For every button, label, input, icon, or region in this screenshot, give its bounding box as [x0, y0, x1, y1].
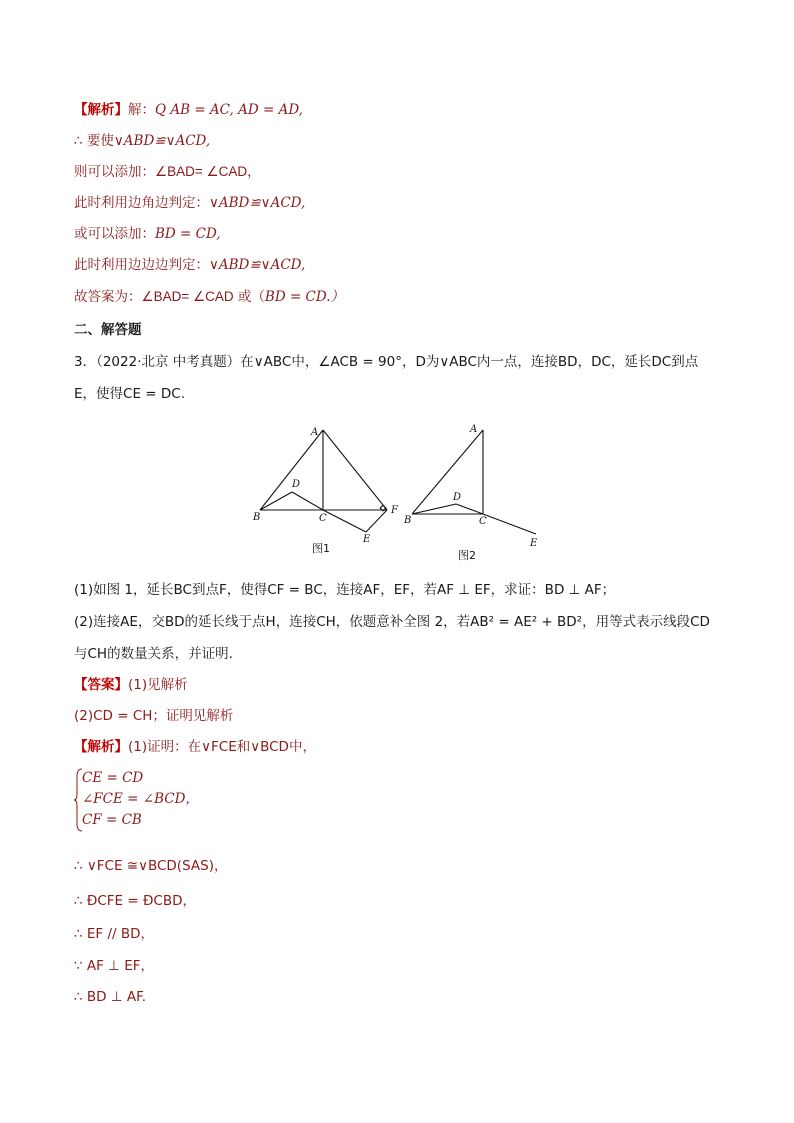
- math-expression: BD = CD,: [155, 226, 221, 242]
- analysis-text: 此时利用边边边判定：: [74, 257, 209, 273]
- proof-step-5: ∴ BD ⊥ AF.: [74, 989, 147, 1005]
- analysis2-intro: [74, 737, 316, 757]
- figure-svg: [250, 420, 550, 570]
- analysis-text: 则可以添加：: [74, 164, 155, 180]
- analysis-line-3: [74, 162, 261, 182]
- proof-step-3: ∴ EF // BD，: [74, 926, 155, 942]
- analysis-text: 此时利用边角边判定：: [74, 195, 209, 211]
- system-line-1: CE = CD: [82, 770, 144, 786]
- answer-line-2: (2)CD = CH；证明见解析: [74, 708, 234, 724]
- proof-step-4: ∵ AF ⊥ EF，: [74, 958, 155, 974]
- geometry-figures: [250, 420, 550, 570]
- fig2-label-b: B: [404, 515, 412, 526]
- fig2-label-c: C: [479, 516, 487, 527]
- math-expression: ∠BAD= ∠CAD: [141, 289, 234, 304]
- system-line-3: CF = CB: [82, 812, 142, 828]
- fig2-caption: 图2: [458, 549, 476, 562]
- analysis-line-5: [74, 224, 221, 244]
- analysis-tag: 【解析】: [74, 102, 128, 118]
- fig1-label-c: C: [319, 513, 327, 524]
- proof-step-1: ∴ ∨FCE ≅∨BCD(SAS)，: [74, 858, 228, 874]
- question-2-line-1: (2)连接AE，交BD的延长线于点H，连接CH，依题意补全图 2，若AB² = AE² + BD²，用等式表示线段CD: [74, 614, 710, 630]
- analysis-tag: 【解析】: [74, 739, 128, 755]
- math-expression: Q AB = AC, AD = AD,: [155, 102, 303, 118]
- problem-line-2: E，使得CE = DC.: [74, 386, 185, 402]
- analysis-line-4: [74, 193, 305, 213]
- fig1-label-b: B: [253, 512, 261, 523]
- fig1-label-f: F: [391, 505, 398, 516]
- analysis-text: 故答案为：: [74, 289, 142, 305]
- answer-text: (1)见解析: [128, 677, 188, 693]
- system-lines: [82, 768, 199, 831]
- question-1: (1)如图 1，延长BC到点F，使得CF = BC，连接AF，EF，若AF ⊥ EF，求证：BD ⊥ AF；: [74, 582, 616, 598]
- math-expression: BD = CD.）: [264, 289, 345, 305]
- figure-1-lines: [260, 430, 536, 534]
- math-expression: ∨ABD≌∨ACD,: [113, 133, 211, 149]
- math-expression: ∨ABD≌∨ACD,: [209, 195, 306, 211]
- fig1-label-a: A: [311, 427, 319, 438]
- analysis-text: 或（: [237, 289, 265, 305]
- fig2-label-d: D: [453, 492, 462, 503]
- equation-system: [74, 768, 274, 832]
- analysis-line-2: [74, 131, 210, 151]
- answer-tag: 【答案】: [74, 677, 128, 693]
- question-2-line-2: 与CH的数量关系，并证明.: [74, 646, 233, 662]
- proof-step-2: ∴ ÐCFE = ÐCBD，: [74, 893, 197, 909]
- analysis-line-1: [74, 100, 303, 120]
- fig2-label-a: A: [470, 424, 478, 435]
- fig1-caption: 图1: [312, 542, 330, 555]
- system-line-2: ∠FCE = ∠BCD，: [82, 791, 199, 807]
- analysis-line-7: [74, 287, 344, 307]
- fig1-label-d: D: [292, 479, 301, 490]
- math-expression: ∠BAD= ∠CAD，: [155, 164, 261, 179]
- analysis-text: ∴ 要使: [74, 133, 114, 149]
- section-heading: 二、解答题: [74, 322, 142, 338]
- fig1-label-e: E: [363, 534, 371, 545]
- analysis-text: 或可以添加：: [74, 226, 155, 242]
- analysis-line-6: [74, 255, 305, 275]
- problem-line-1: 3．（2022·北京 中考真题）在∨ABC中，∠ACB = 90°，D为∨ABC内一点，连接BD，DC，延长DC到点: [74, 354, 699, 370]
- analysis-text: (1)证明：在∨FCE和∨BCD中，: [128, 739, 316, 755]
- fig2-label-e: E: [530, 538, 538, 549]
- math-expression: ∨ABD≌∨ACD,: [209, 257, 306, 273]
- answer-line-1: [74, 675, 188, 695]
- analysis-text: 解：: [128, 102, 155, 118]
